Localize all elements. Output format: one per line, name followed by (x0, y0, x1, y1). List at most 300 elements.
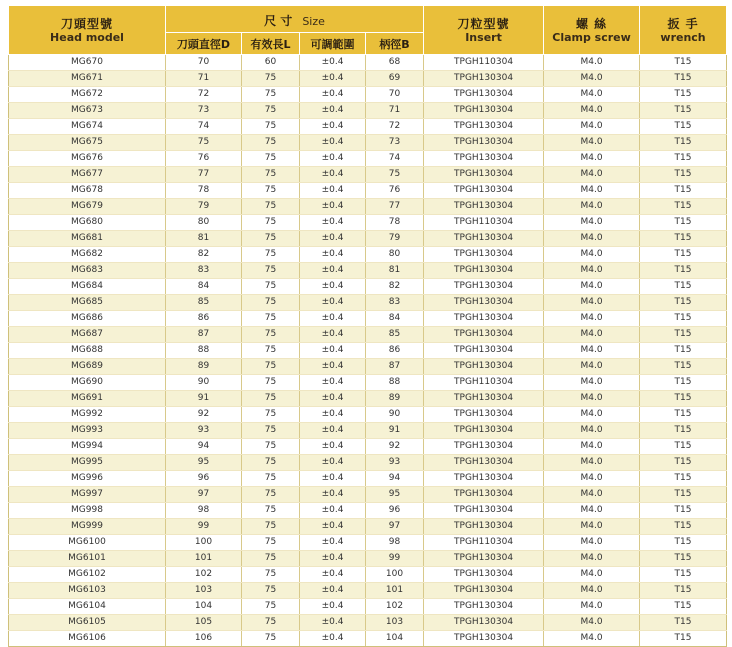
cell-length: 75 (242, 471, 300, 487)
cell-insert: TPGH130304 (424, 311, 544, 327)
cell-range: ±0.4 (300, 535, 366, 551)
cell-shank: 81 (366, 263, 424, 279)
cell-length: 75 (242, 119, 300, 135)
table-row (9, 615, 727, 631)
cell-length: 75 (242, 103, 300, 119)
cell-insert: TPGH130304 (424, 71, 544, 87)
cell-screw: M4.0 (544, 151, 640, 167)
cell-wrench: T15 (640, 215, 727, 231)
header-screw (544, 6, 640, 55)
cell-range: ±0.4 (300, 599, 366, 615)
cell-shank: 86 (366, 343, 424, 359)
cell-insert: TPGH130304 (424, 503, 544, 519)
table-row (9, 279, 727, 295)
cell-model: MG688 (9, 343, 166, 359)
cell-range: ±0.4 (300, 631, 366, 647)
cell-model: MG999 (9, 519, 166, 535)
header-wrench-en: wrench (660, 30, 706, 44)
cell-model: MG6101 (9, 551, 166, 567)
header-diameter: 刀頭直徑D (166, 33, 242, 55)
cell-length: 75 (242, 247, 300, 263)
cell-range: ±0.4 (300, 55, 366, 71)
cell-screw: M4.0 (544, 71, 640, 87)
cell-insert: TPGH130304 (424, 551, 544, 567)
cell-screw: M4.0 (544, 551, 640, 567)
table-row (9, 183, 727, 199)
cell-length: 75 (242, 407, 300, 423)
cell-range: ±0.4 (300, 151, 366, 167)
cell-range: ±0.4 (300, 247, 366, 263)
cell-length: 75 (242, 199, 300, 215)
cell-screw: M4.0 (544, 343, 640, 359)
cell-wrench: T15 (640, 567, 727, 583)
table-row (9, 391, 727, 407)
cell-shank: 102 (366, 599, 424, 615)
cell-range: ±0.4 (300, 87, 366, 103)
cell-shank: 84 (366, 311, 424, 327)
cell-insert: TPGH130304 (424, 327, 544, 343)
cell-range: ±0.4 (300, 391, 366, 407)
table-row (9, 375, 727, 391)
table-row (9, 87, 727, 103)
table-row (9, 215, 727, 231)
cell-screw: M4.0 (544, 87, 640, 103)
cell-length: 75 (242, 183, 300, 199)
cell-wrench: T15 (640, 391, 727, 407)
cell-wrench: T15 (640, 583, 727, 599)
cell-wrench: T15 (640, 375, 727, 391)
cell-screw: M4.0 (544, 199, 640, 215)
cell-screw: M4.0 (544, 231, 640, 247)
table-row (9, 471, 727, 487)
cell-screw: M4.0 (544, 407, 640, 423)
table-row (9, 583, 727, 599)
cell-insert: TPGH130304 (424, 407, 544, 423)
cell-range: ±0.4 (300, 183, 366, 199)
cell-insert: TPGH130304 (424, 119, 544, 135)
header-wrench (640, 6, 727, 55)
cell-screw: M4.0 (544, 167, 640, 183)
table-row (9, 439, 727, 455)
cell-diameter: 76 (166, 151, 242, 167)
cell-range: ±0.4 (300, 295, 366, 311)
cell-range: ±0.4 (300, 423, 366, 439)
cell-model: MG996 (9, 471, 166, 487)
cell-range: ±0.4 (300, 103, 366, 119)
cell-insert: TPGH130304 (424, 103, 544, 119)
cell-diameter: 88 (166, 343, 242, 359)
cell-shank: 71 (366, 103, 424, 119)
cell-insert: TPGH130304 (424, 487, 544, 503)
cell-wrench: T15 (640, 615, 727, 631)
cell-model: MG993 (9, 423, 166, 439)
cell-length: 75 (242, 359, 300, 375)
cell-model: MG677 (9, 167, 166, 183)
cell-diameter: 84 (166, 279, 242, 295)
table-row (9, 311, 727, 327)
table-row (9, 423, 727, 439)
cell-insert: TPGH130304 (424, 279, 544, 295)
table-row (9, 519, 727, 535)
cell-range: ±0.4 (300, 327, 366, 343)
cell-length: 75 (242, 567, 300, 583)
cell-insert: TPGH130304 (424, 199, 544, 215)
cell-wrench: T15 (640, 631, 727, 647)
cell-insert: TPGH130304 (424, 151, 544, 167)
cell-model: MG683 (9, 263, 166, 279)
cell-model: MG682 (9, 247, 166, 263)
cell-shank: 74 (366, 151, 424, 167)
table-body (9, 55, 727, 647)
cell-diameter: 104 (166, 599, 242, 615)
cell-shank: 97 (366, 519, 424, 535)
cell-length: 75 (242, 439, 300, 455)
cell-length: 75 (242, 631, 300, 647)
cell-length: 75 (242, 423, 300, 439)
cell-screw: M4.0 (544, 391, 640, 407)
cell-diameter: 80 (166, 215, 242, 231)
cell-insert: TPGH130304 (424, 87, 544, 103)
cell-wrench: T15 (640, 183, 727, 199)
cell-diameter: 98 (166, 503, 242, 519)
table-row (9, 55, 727, 71)
cell-insert: TPGH130304 (424, 615, 544, 631)
cell-range: ±0.4 (300, 407, 366, 423)
table-row (9, 135, 727, 151)
header-model-en: Head model (50, 30, 124, 44)
cell-shank: 88 (366, 375, 424, 391)
cell-shank: 73 (366, 135, 424, 151)
cell-wrench: T15 (640, 279, 727, 295)
table-row (9, 295, 727, 311)
cell-insert: TPGH130304 (424, 391, 544, 407)
cell-shank: 100 (366, 567, 424, 583)
cell-diameter: 86 (166, 311, 242, 327)
cell-model: MG691 (9, 391, 166, 407)
cell-insert: TPGH130304 (424, 439, 544, 455)
cell-screw: M4.0 (544, 455, 640, 471)
table-header (9, 6, 727, 55)
cell-shank: 75 (366, 167, 424, 183)
cell-shank: 101 (366, 583, 424, 599)
cell-diameter: 78 (166, 183, 242, 199)
cell-model: MG685 (9, 295, 166, 311)
header-screw-en: Clamp screw (552, 30, 631, 44)
header-wrench-zh: 扳 手 (667, 16, 699, 31)
cell-diameter: 79 (166, 199, 242, 215)
cell-diameter: 75 (166, 135, 242, 151)
cell-wrench: T15 (640, 151, 727, 167)
cell-diameter: 106 (166, 631, 242, 647)
cell-model: MG681 (9, 231, 166, 247)
cell-screw: M4.0 (544, 423, 640, 439)
header-insert (424, 6, 544, 55)
cell-shank: 104 (366, 631, 424, 647)
cell-length: 75 (242, 535, 300, 551)
cell-screw: M4.0 (544, 519, 640, 535)
cell-length: 75 (242, 551, 300, 567)
cell-wrench: T15 (640, 423, 727, 439)
cell-length: 75 (242, 615, 300, 631)
header-shank: 柄徑B (366, 33, 424, 55)
cell-length: 75 (242, 455, 300, 471)
cell-range: ±0.4 (300, 615, 366, 631)
cell-range: ±0.4 (300, 455, 366, 471)
cell-screw: M4.0 (544, 535, 640, 551)
cell-shank: 96 (366, 503, 424, 519)
table-row (9, 599, 727, 615)
cell-wrench: T15 (640, 551, 727, 567)
cell-wrench: T15 (640, 503, 727, 519)
cell-model: MG684 (9, 279, 166, 295)
cell-insert: TPGH130304 (424, 135, 544, 151)
header-model (9, 6, 166, 55)
cell-wrench: T15 (640, 103, 727, 119)
cell-insert: TPGH110304 (424, 55, 544, 71)
table-row (9, 119, 727, 135)
cell-range: ±0.4 (300, 551, 366, 567)
cell-range: ±0.4 (300, 487, 366, 503)
table-row (9, 631, 727, 647)
cell-insert: TPGH130304 (424, 263, 544, 279)
cell-wrench: T15 (640, 295, 727, 311)
cell-diameter: 96 (166, 471, 242, 487)
cell-model: MG994 (9, 439, 166, 455)
cell-screw: M4.0 (544, 295, 640, 311)
cell-length: 75 (242, 599, 300, 615)
cell-model: MG6105 (9, 615, 166, 631)
cell-diameter: 83 (166, 263, 242, 279)
cell-wrench: T15 (640, 311, 727, 327)
cell-wrench: T15 (640, 343, 727, 359)
cell-model: MG671 (9, 71, 166, 87)
cell-range: ±0.4 (300, 167, 366, 183)
cell-screw: M4.0 (544, 615, 640, 631)
cell-wrench: T15 (640, 455, 727, 471)
cell-range: ±0.4 (300, 375, 366, 391)
cell-diameter: 72 (166, 87, 242, 103)
table-row (9, 503, 727, 519)
cell-wrench: T15 (640, 439, 727, 455)
cell-screw: M4.0 (544, 279, 640, 295)
cell-range: ±0.4 (300, 215, 366, 231)
cell-length: 75 (242, 391, 300, 407)
cell-shank: 77 (366, 199, 424, 215)
cell-shank: 80 (366, 247, 424, 263)
cell-length: 75 (242, 375, 300, 391)
cell-length: 60 (242, 55, 300, 71)
cell-diameter: 71 (166, 71, 242, 87)
cell-shank: 92 (366, 439, 424, 455)
cell-range: ±0.4 (300, 199, 366, 215)
cell-insert: TPGH130304 (424, 631, 544, 647)
cell-length: 75 (242, 263, 300, 279)
table-row (9, 231, 727, 247)
cell-shank: 70 (366, 87, 424, 103)
cell-diameter: 99 (166, 519, 242, 535)
table-row (9, 455, 727, 471)
cell-wrench: T15 (640, 135, 727, 151)
table-row (9, 359, 727, 375)
cell-model: MG992 (9, 407, 166, 423)
cell-insert: TPGH130304 (424, 455, 544, 471)
cell-range: ±0.4 (300, 263, 366, 279)
cell-length: 75 (242, 151, 300, 167)
table-row (9, 407, 727, 423)
header-range: 可調範圍 (300, 33, 366, 55)
cell-wrench: T15 (640, 487, 727, 503)
cell-screw: M4.0 (544, 135, 640, 151)
cell-screw: M4.0 (544, 103, 640, 119)
cell-range: ±0.4 (300, 135, 366, 151)
table-row (9, 327, 727, 343)
cell-diameter: 95 (166, 455, 242, 471)
cell-wrench: T15 (640, 71, 727, 87)
cell-length: 75 (242, 295, 300, 311)
cell-length: 75 (242, 311, 300, 327)
table-row (9, 103, 727, 119)
cell-wrench: T15 (640, 263, 727, 279)
cell-screw: M4.0 (544, 247, 640, 263)
cell-wrench: T15 (640, 359, 727, 375)
cell-insert: TPGH130304 (424, 567, 544, 583)
table-row (9, 343, 727, 359)
cell-wrench: T15 (640, 535, 727, 551)
cell-shank: 82 (366, 279, 424, 295)
cell-length: 75 (242, 583, 300, 599)
cell-range: ±0.4 (300, 439, 366, 455)
header-size (166, 6, 424, 33)
cell-length: 75 (242, 327, 300, 343)
cell-model: MG6104 (9, 599, 166, 615)
header-size-en: Size (302, 14, 325, 28)
cell-insert: TPGH130304 (424, 599, 544, 615)
cell-range: ±0.4 (300, 71, 366, 87)
cell-model: MG674 (9, 119, 166, 135)
cell-shank: 83 (366, 295, 424, 311)
table-row (9, 263, 727, 279)
cell-length: 75 (242, 519, 300, 535)
cell-model: MG995 (9, 455, 166, 471)
cell-diameter: 100 (166, 535, 242, 551)
cell-wrench: T15 (640, 87, 727, 103)
cell-range: ±0.4 (300, 519, 366, 535)
cell-model: MG686 (9, 311, 166, 327)
cell-length: 75 (242, 87, 300, 103)
cell-screw: M4.0 (544, 359, 640, 375)
table-row (9, 551, 727, 567)
cell-model: MG680 (9, 215, 166, 231)
cell-screw: M4.0 (544, 471, 640, 487)
cell-insert: TPGH130304 (424, 167, 544, 183)
cell-range: ±0.4 (300, 311, 366, 327)
cell-screw: M4.0 (544, 311, 640, 327)
cell-shank: 87 (366, 359, 424, 375)
cell-length: 75 (242, 71, 300, 87)
cell-diameter: 82 (166, 247, 242, 263)
cell-shank: 76 (366, 183, 424, 199)
cell-screw: M4.0 (544, 215, 640, 231)
cell-screw: M4.0 (544, 183, 640, 199)
cell-insert: TPGH130304 (424, 519, 544, 535)
cell-diameter: 89 (166, 359, 242, 375)
cell-length: 75 (242, 487, 300, 503)
cell-diameter: 92 (166, 407, 242, 423)
table-row (9, 167, 727, 183)
cell-shank: 85 (366, 327, 424, 343)
cell-insert: TPGH130304 (424, 183, 544, 199)
cell-insert: TPGH110304 (424, 535, 544, 551)
spec-table (8, 5, 727, 647)
header-screw-zh: 螺 絲 (575, 16, 608, 31)
cell-shank: 79 (366, 231, 424, 247)
cell-diameter: 93 (166, 423, 242, 439)
cell-insert: TPGH130304 (424, 231, 544, 247)
cell-shank: 95 (366, 487, 424, 503)
table-row (9, 199, 727, 215)
cell-shank: 99 (366, 551, 424, 567)
cell-insert: TPGH130304 (424, 583, 544, 599)
cell-insert: TPGH130304 (424, 343, 544, 359)
cell-screw: M4.0 (544, 327, 640, 343)
cell-range: ±0.4 (300, 231, 366, 247)
cell-shank: 72 (366, 119, 424, 135)
cell-diameter: 70 (166, 55, 242, 71)
cell-model: MG6102 (9, 567, 166, 583)
cell-length: 75 (242, 503, 300, 519)
cell-wrench: T15 (640, 231, 727, 247)
cell-screw: M4.0 (544, 503, 640, 519)
cell-insert: TPGH130304 (424, 295, 544, 311)
cell-diameter: 74 (166, 119, 242, 135)
cell-shank: 69 (366, 71, 424, 87)
cell-model: MG690 (9, 375, 166, 391)
cell-length: 75 (242, 167, 300, 183)
cell-insert: TPGH130304 (424, 247, 544, 263)
cell-model: MG997 (9, 487, 166, 503)
cell-length: 75 (242, 215, 300, 231)
cell-model: MG672 (9, 87, 166, 103)
cell-wrench: T15 (640, 167, 727, 183)
cell-diameter: 73 (166, 103, 242, 119)
cell-range: ±0.4 (300, 343, 366, 359)
cell-screw: M4.0 (544, 439, 640, 455)
cell-shank: 68 (366, 55, 424, 71)
cell-insert: TPGH130304 (424, 423, 544, 439)
cell-model: MG676 (9, 151, 166, 167)
cell-model: MG998 (9, 503, 166, 519)
cell-shank: 90 (366, 407, 424, 423)
cell-range: ±0.4 (300, 279, 366, 295)
cell-range: ±0.4 (300, 119, 366, 135)
cell-diameter: 102 (166, 567, 242, 583)
cell-model: MG689 (9, 359, 166, 375)
cell-diameter: 85 (166, 295, 242, 311)
table-row (9, 487, 727, 503)
cell-range: ±0.4 (300, 503, 366, 519)
cell-model: MG679 (9, 199, 166, 215)
cell-screw: M4.0 (544, 599, 640, 615)
cell-diameter: 90 (166, 375, 242, 391)
cell-screw: M4.0 (544, 119, 640, 135)
table-row (9, 567, 727, 583)
cell-insert: TPGH110304 (424, 375, 544, 391)
header-length: 有效長L (242, 33, 300, 55)
cell-model: MG6100 (9, 535, 166, 551)
cell-diameter: 101 (166, 551, 242, 567)
cell-screw: M4.0 (544, 567, 640, 583)
cell-wrench: T15 (640, 519, 727, 535)
